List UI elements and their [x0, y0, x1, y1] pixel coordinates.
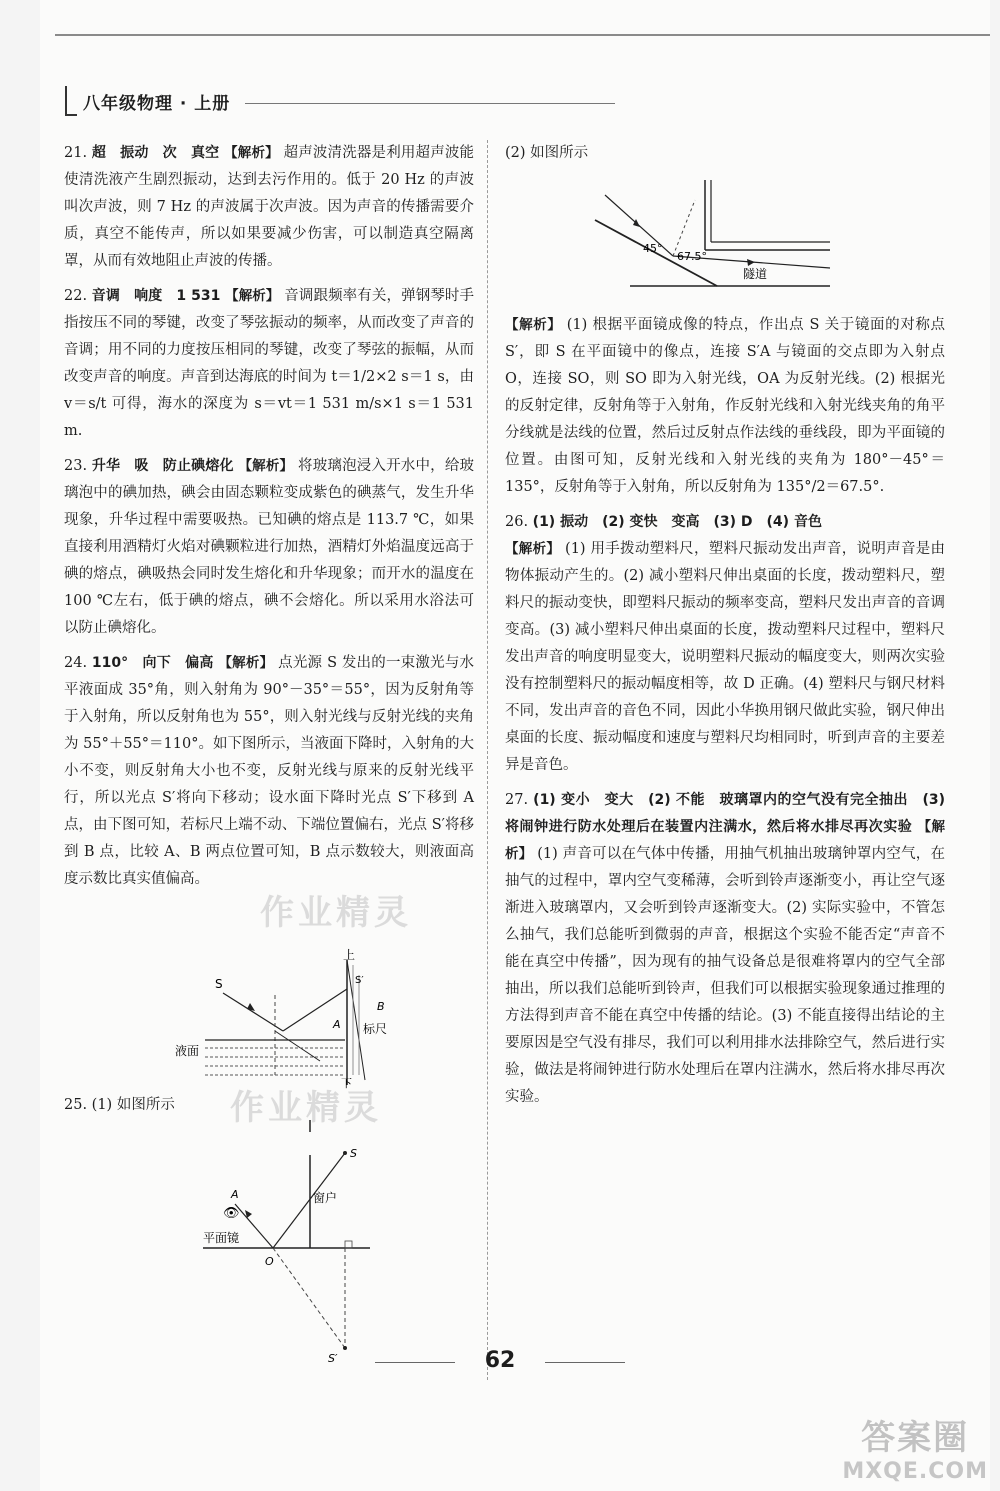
label-window: 窗户	[313, 1191, 338, 1205]
analysis-tag: 【解析】	[238, 458, 294, 474]
question-22	[64, 283, 474, 445]
question-25-part2: (2) 如图所示	[505, 145, 589, 161]
question-24	[64, 650, 474, 893]
question-25-analysis	[505, 312, 945, 501]
question-27	[505, 787, 945, 1111]
page-number-rule-right	[545, 1362, 625, 1363]
label-surface: 液面	[175, 1044, 200, 1058]
watermark: 作业精灵	[260, 893, 412, 933]
question-25-label: 25. (1) 如图所示	[64, 1097, 175, 1113]
analysis-tag: 【解析】	[505, 317, 562, 333]
label-mirror: 平面镜	[203, 1231, 240, 1245]
figure-q24-reflection	[175, 945, 455, 1095]
label-b: B	[377, 1000, 385, 1013]
question-23	[64, 453, 474, 642]
answer-text: 升华 吸 防止碘熔化	[91, 458, 234, 474]
label-tunnel: 隧道	[743, 267, 768, 281]
right-column	[505, 140, 945, 167]
question-number: 23.	[64, 458, 88, 474]
analysis-tag: 【解析】	[218, 655, 274, 671]
analysis-tag: 【解析】	[224, 145, 279, 161]
answer-text: (1) 振动 (2) 变快 变高 (3) D (4) 音色	[532, 514, 822, 530]
watermark: 作业精灵	[230, 1088, 382, 1128]
question-number: 27.	[505, 792, 529, 808]
question-number: 24.	[64, 655, 88, 671]
analysis-tag: 【解析】	[505, 541, 561, 557]
label-s: S	[350, 1147, 357, 1160]
label-angle-45: 45°	[643, 242, 663, 255]
analysis-text: (1) 用手拨动塑料尺，塑料尺振动发出声音，说明声音是由物体振动产生的。(2) 减小塑料尺伸出桌面的长度，拨动塑料尺，塑料尺的振动变快，即塑料尺振动的频率变高，塑料尺发出声音的音调变高。(3) 减小塑料尺伸出桌面的长度，拨动塑料尺过程中，塑料尺发出声音的响度明显变大，说明塑料尺振动的幅度变大，则两次实验没有控制塑料尺的振动幅度相等，故 D 正确。(4) 塑料尺与钢尺材料不同，发出声音的音色不同，因此小华换用钢尺做此实验，钢尺伸出桌面的长度、振动幅度和速度与塑料尺均相同时，听到声音的主要差异是音色。	[505, 541, 946, 773]
right-column-lower	[505, 312, 945, 1111]
label-a: A	[333, 1018, 341, 1031]
label-up: 上	[343, 948, 356, 962]
page-header	[65, 86, 230, 116]
answer-text: 110° 向下 偏高	[91, 655, 214, 671]
label-o: O	[265, 1255, 274, 1268]
column-divider	[487, 140, 489, 1380]
answer-text: 音调 响度 1 531	[91, 288, 221, 304]
top-border	[55, 34, 990, 36]
analysis-tag: 【解析】	[225, 288, 280, 304]
answer-text: (1) 变小 变大 (2) 不能 玻璃罩内的空气没有完全抽出 (3) 将闹钟进行防水处理后在装置内注满水，然后将水排尽再次实验	[505, 792, 945, 835]
figure-q25-tunnel	[595, 170, 845, 300]
question-21	[64, 140, 474, 275]
left-column	[64, 140, 474, 893]
label-down: 下	[341, 1077, 352, 1090]
site-url: MXQE.COM	[842, 1459, 988, 1484]
analysis-text: 超声波清洗器是利用超声波能使清洗液产生剧烈振动，达到去污作用的。低于 20 Hz 的声波叫次声波，则 7 Hz 的声波属于次声波。因为声音的传播需要介质，真空不能传声，所以如果要减少伤害，可以制造真空隔离罩，从而有效地阻止声波的传播。	[64, 145, 475, 269]
site-watermark	[842, 1410, 988, 1484]
analysis-text: (1) 根据平面镜成像的特点，作出点 S 关于镜面的对称点 S′，即 S 在平面镜中的像点，连接 S′A 与镜面的交点即为入射点 O，连接 SO，则 SO 即为入射光线，OA 为反射光线。(2) 根据光的反射定律，反射角等于入射角，作反射光线和入射光线夹角的角平分线就是法线的位置，然后过反射点作法线的垂线段，即为平面镜的位置。由图可知，反射光线和入射光线的夹角为 180°－45°＝135°，反射角等于入射角，所以反射角为 135°/2＝67.5°.	[505, 317, 945, 495]
analysis-tag: 【解析】	[505, 819, 945, 862]
page-number: 62	[484, 1348, 516, 1373]
header-title: 八年级物理 · 上册	[83, 93, 231, 114]
site-logo: 答案圈	[861, 1418, 970, 1458]
label-s-prime: S′	[328, 1352, 338, 1365]
question-number: 26.	[505, 514, 529, 530]
question-26	[505, 509, 945, 779]
label-angle-67-5: 67.5°	[677, 250, 707, 263]
question-number: 22.	[64, 288, 88, 304]
question-number: 21.	[64, 145, 88, 161]
header-bracket	[65, 86, 77, 116]
answer-text: 超 振动 次 真空	[91, 145, 220, 161]
analysis-text: 点光源 S 发出的一束激光与水平液面成 35°角，则入射角为 90°－35°＝55°，因为反射角等于入射角，所以反射角也为 55°，则入射光线与反射光线的夹角为 55°＋55°＝110°。如下图所示，当液面下降时，入射角的大小不变，则反射角大小也不变，反射光线与原来的反射光线平行，所以光点 S′将向下移动；设水面下降时光点 S′下移到 A 点，由下图可知，若标尺上端不动、下端位置偏右，光点 S′将移到 B 点，比较 A、B 两点位置可知，B 点示数较大，则液面高度示数比真实值偏高。	[64, 655, 475, 887]
analysis-text: (1) 声音可以在气体中传播，用抽气机抽出玻璃钟罩内空气，在抽气的过程中，罩内空气变稀薄，会听到铃声逐渐变小，再让空气逐渐进入玻璃罩内，又会听到铃声逐渐变大。(2) 实际实验中，不管怎么抽气，我们总能听到微弱的声音，根据这个实验不能否定“声音不能在真空中传播”，因为现有的抽气设备总是很难将罩内的空气全部抽出，所以我们总能听到铃声，但我们可以根据实验现象通过推理的方法得到声音不能在真空中传播的结论。(3) 不能直接得出结论的主要原因是空气没有排尽，我们可以利用排水法排除空气，然后进行实验，做法是将闹钟进行防水处理后在罩内注满水，然后将水排尽再次实验。	[505, 846, 946, 1105]
analysis-text: 将玻璃泡浸入开水中，给玻璃泡中的碘加热，碘会由固态颗粒变成紫色的碘蒸气，发生升华现象，升华过程中需要吸热。已知碘的熔点是 113.7 ℃，如果直接利用酒精灯火焰对碘颗粒进行加热，酒精灯外焰温度远高于碘的熔点，碘吸热会同时发生熔化和升华现象；而开水的温度在 100 ℃左右，低于碘的熔点，碘不会熔化。所以采用水浴法可以防止碘熔化。	[64, 458, 475, 636]
header-rule	[245, 103, 615, 104]
label-s-prime: S′	[355, 975, 364, 986]
label-a: A	[231, 1188, 239, 1201]
analysis-text: 音调跟频率有关，弹钢琴时手指按压不同的琴键，改变了琴弦振动的频率，从而改变了声音的音调；用不同的力度按压相同的琴键，改变了琴弦的振幅，从而改变声音的响度。声音到达海底的时间为 t＝1/2×2 s＝1 s，由 v＝s/t 可得，海水的深度为 s＝vt＝1 531 m/s×1 s＝1 531 m.	[64, 288, 475, 439]
figure-q25-mirror	[195, 1120, 395, 1370]
eye-icon: 👁	[223, 1206, 240, 1221]
label-ruler: 标尺	[363, 1022, 388, 1036]
label-s: S	[215, 977, 223, 991]
